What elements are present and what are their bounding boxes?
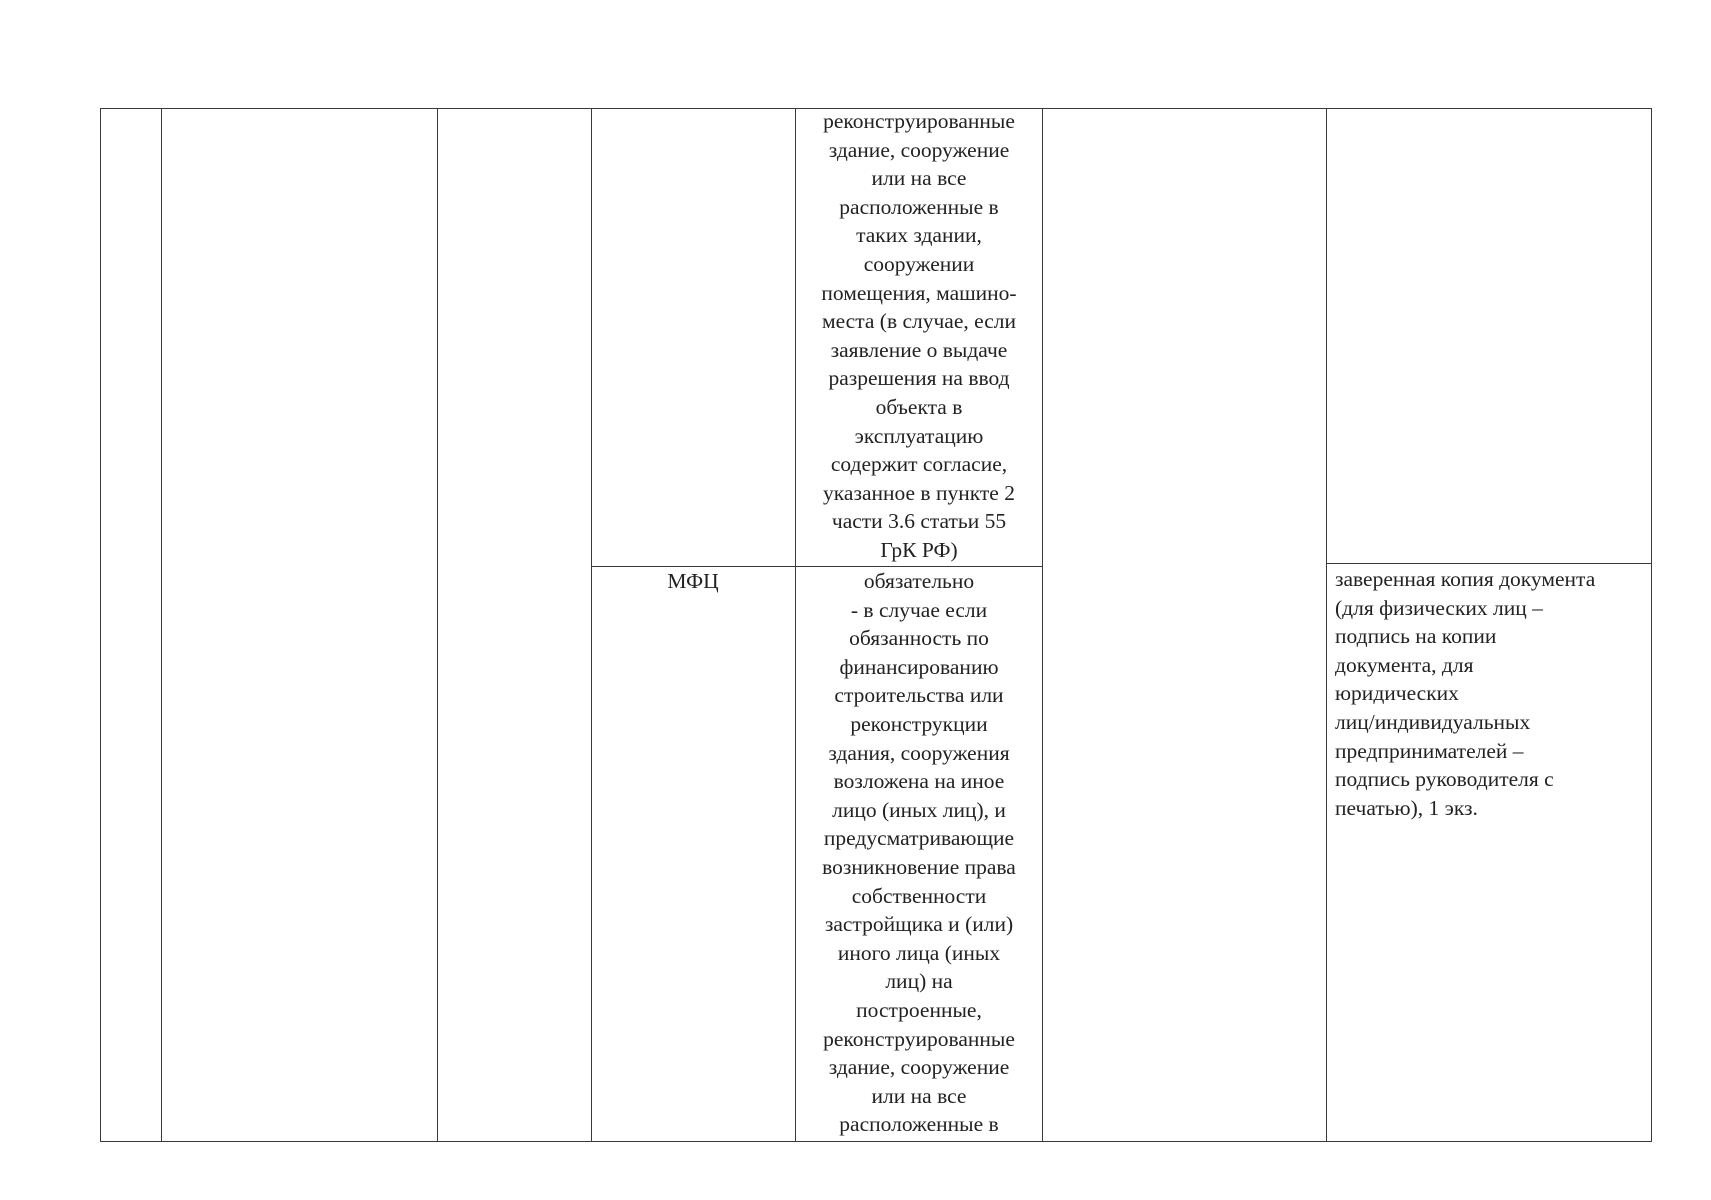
column-divider-5: [1042, 108, 1043, 1142]
column-divider-3: [591, 108, 592, 1142]
column-divider-2: [437, 108, 438, 1142]
row2-document-form-cell: заверенная копия документа (для физических лиц – подпись на копии документа, для юридических лиц/индивидуальных предпринимателей – подпись руководителя с печатью), 1 экз.: [1335, 567, 1596, 820]
row1-requirement-cell: реконструированные здание, сооружение или на все расположенные в таких здании, сооружении помещения, машино- места (в случае, если заявление о выдаче разрешения на ввод объекта в эксплуатацию содержит согласие, указанное в пункте 2 части 3.6 статьи 55 ГрК РФ): [821, 109, 1017, 562]
table-bottom-border: [100, 1141, 1652, 1142]
column-divider-4: [795, 108, 796, 1142]
row2-requirement-cell: обязательно - в случае если обязанность по финансированию строительства или реконструкции здания, сооружения возложена на иное лицо (иных лиц), и предусматривающие возникновение права собственности застройщика и (или) иного лица (иных лиц) на построенные, реконструированные здание, сооружение или на все расположенные в: [822, 569, 1016, 1137]
table-right-border: [1651, 108, 1652, 1142]
row2-source-cell: МФЦ: [667, 569, 719, 593]
table-left-border: [100, 108, 101, 1142]
column-divider-1: [161, 108, 162, 1142]
column-divider-6: [1326, 108, 1327, 1142]
row-divider-right: [1326, 563, 1652, 564]
